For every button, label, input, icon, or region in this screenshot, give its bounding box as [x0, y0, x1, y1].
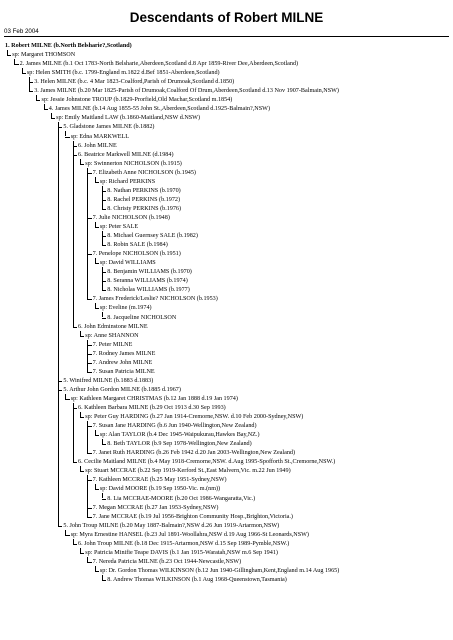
tree-branch: [102, 580, 106, 581]
tree-branch: [87, 517, 91, 518]
tree-branch: [80, 164, 84, 165]
person-entry: 8. Jacqueline NICHOLSON: [107, 314, 177, 321]
person-entry: 7. James Frederick/Leslie? NICHOLSON (b.1953): [92, 296, 218, 303]
tree-branch: [73, 146, 77, 147]
person-entry: 7. Penelope NICHOLSON (b.1951): [92, 251, 181, 258]
person-entry: 8. Beth TAYLOR (b.9 Sep 1978-Wellington,New Zealand): [107, 441, 252, 448]
spouse-entry: sp: Stuart MCCRAE (b.22 Sep 1919-Kerford St.,East Malvern,Vic. m.22 Jun 1949): [85, 468, 291, 475]
tree-branch: [87, 345, 91, 346]
spouse-entry: sp: Myra Ernestine HANSEL (b.23 Jul 1891-Woollahra,NSW d.19 Aug 1966-St Leonards,NSW): [70, 531, 309, 538]
tree-branch: [22, 73, 26, 74]
tree-branch: [95, 435, 99, 436]
tree-branch: [87, 363, 91, 364]
person-entry: 5. Winifred MILNE (b.1883 d.1883): [63, 377, 154, 384]
tree-connector: [87, 168, 88, 300]
tree-branch: [95, 308, 99, 309]
tree-branch: [65, 399, 69, 400]
tree-branch: [102, 200, 106, 201]
person-entry: 7. Jane MCCRAE (b.19 Jul 1956-Brighton Community Hosp.,Brighton,Victoria.): [92, 513, 293, 520]
person-entry: 7. Susan Jane HARDING (b.6 Jun 1940-Wellington,New Zealand): [92, 423, 257, 430]
tree-branch: [80, 417, 84, 418]
tree-branch: [95, 489, 99, 490]
person-entry: 8. Christy PERKINS (b.1976): [107, 205, 182, 212]
spouse-entry: sp: Swinnerton NICHOLSON (b.1915): [85, 160, 182, 167]
person-entry: 2. James MILNE (b.1 Oct 1783-North Belsharie,Aberdeen,Scotland d.8 Apr 1859-River Dee,Aberdeen,Scotland): [19, 61, 299, 68]
tree-branch: [29, 91, 33, 92]
person-entry: 1. Robert MILNE (b.North Belsharie?,Scotland): [5, 43, 132, 49]
tree-branch: [80, 471, 84, 472]
tree-branch: [102, 444, 106, 445]
person-entry: 8. Andrew Thomas WILKINSON (b.1 Aug 1968-Queenstown,Tasmania): [107, 576, 287, 583]
spouse-entry: sp: Margaret THOMSON: [12, 52, 76, 59]
person-entry: 5. John Troup MILNE (b.20 May 1887-Balmain?,NSW d.26 Jun 1919-Artarmon,NSW): [63, 522, 280, 529]
person-entry: 7. Kathleen MCCRAE (b.25 May 1951-Sydney,NSW): [92, 477, 227, 484]
person-entry: 7. Janet Ruth HARDING (b.26 Feb 1942 d.20 Jan 2003-Wellington,New Zealand): [92, 450, 296, 457]
person-entry: 6. Kathleen Barbara MILNE (b.29 Oct 1913 d.30 Sep 1993): [78, 405, 226, 411]
spouse-entry: sp: David MOORE (b.19 Sep 1950-Vic. m.(nm)): [99, 486, 221, 493]
tree-branch: [65, 137, 69, 138]
tree-branch: [29, 82, 33, 83]
person-entry: 7. Susan Patricia MILNE: [92, 368, 155, 375]
tree-connector: [102, 267, 103, 290]
tree-connector: [87, 475, 88, 516]
person-entry: 8. Nathan PERKINS (b.1970): [107, 187, 181, 194]
tree-branch: [87, 299, 91, 300]
tree-branch: [102, 245, 106, 246]
tree-branch: [87, 426, 91, 427]
person-entry: 6. Beatrice Markwell MILNE (d.1984): [78, 151, 174, 158]
spouse-entry: sp: Alan TAYLOR (b.4 Dec 1945-Waipukurau,Hawkes Bay,NZ.): [99, 432, 260, 439]
tree-branch: [87, 173, 91, 174]
person-entry: 7. Rodney James MILNE: [92, 350, 156, 357]
spouse-entry: sp: Jessie Johnstone TROUP (b.1829-Prorfield,Old Machar,Scotland m.1854): [41, 97, 233, 104]
spouse-entry: sp: Emily Maitland LAW (b.1860-Maitland,NSW d.NSW): [56, 115, 201, 122]
tree-branch: [73, 408, 77, 409]
tree-connector: [102, 231, 103, 245]
spouse-entry: sp: Edna MARKWELL: [70, 133, 130, 140]
tree-connector: [73, 141, 74, 327]
tree-branch: [87, 480, 91, 481]
spouse-entry: sp: Peter Guy HARDING (b.27 Jan 1914-Cremorne,NSW. d.10 Feb 2000-Sydney,NSW): [85, 414, 304, 421]
person-entry: 6. John Troup MILNE (b.18 Dec 1915-Artarmon,NSW d.15 Sep 1989-Pymble,NSW.): [78, 540, 290, 547]
tree-branch: [87, 453, 91, 454]
tree-branch: [95, 263, 99, 264]
tree-branch: [80, 553, 84, 554]
tree-branch: [58, 526, 62, 527]
person-entry: 7. Julie NICHOLSON (b.1948): [92, 214, 170, 221]
tree-branch: [87, 218, 91, 219]
tree-connector: [29, 77, 30, 91]
tree-branch: [58, 381, 62, 382]
person-entry: 4. James MILNE (b.14 Aug 1855-55 John St.,Aberdeen,Scotland d.1925-Balmain?,NSW): [48, 106, 270, 113]
report-title: Descendants of Robert MILNE: [129, 10, 324, 25]
person-entry: 8. Rachel PERKINS (b.1972): [107, 196, 181, 203]
spouse-entry: sp: Kathleen Margaret CHRISTMAS (b.12 Jan 1888 d.19 Jan 1974): [70, 395, 238, 402]
person-entry: 8. Seranna WILLIAMS (b.1974): [107, 278, 188, 285]
tree-branch: [102, 209, 106, 210]
person-entry: 8. Nicholas WILLIAMS (b.1977): [107, 287, 190, 294]
tree-branch: [58, 127, 62, 128]
spouse-entry: sp: Anne SHANNON: [85, 332, 139, 339]
tree-branch: [80, 336, 84, 337]
person-entry: 5. Arthur John Gordon MILNE (b.1885 d.1967): [63, 386, 181, 393]
person-entry: 8. Michael Guernsey SALE (b.1982): [107, 233, 198, 240]
tree-branch: [51, 118, 55, 119]
person-entry: 7. Megan MCCRAE (b.27 Jan 1953-Sydney,NSW): [92, 504, 219, 511]
tree-branch: [58, 390, 62, 391]
spouse-entry: sp: Eveline (m.1974): [99, 305, 152, 312]
person-entry: 3. James MILNE (b.20 Mar 1825-Parish of Drumoak,Coalford Of Drum,Aberdeen,Scotland d.13 Nov 1907-Balmain,NSW): [34, 88, 339, 95]
spouse-entry: sp: Peter SALE: [99, 224, 139, 230]
spouse-entry: sp: David WILLIAMS: [99, 260, 156, 267]
tree-branch: [102, 272, 106, 273]
person-entry: 8. Robin SALE (b.1984): [107, 242, 168, 249]
tree-branch: [102, 191, 106, 192]
person-entry: 3. Helen MILNE (b.c. 4 Mar 1823-Coalford,Parish of Drumoak,Scotland d.1850): [34, 79, 235, 86]
tree-branch: [44, 109, 48, 110]
person-entry: 7. Peter MILNE: [92, 341, 133, 348]
tree-branch: [73, 462, 77, 463]
spouse-entry: sp: Helen SMITH (b.c. 1799-England m.1822 d.Bef 1851-Aberdeen,Scotland): [26, 70, 220, 77]
tree-branch: [73, 544, 77, 545]
tree-connector: [102, 186, 103, 209]
person-entry: 8. Lia MCCRAE-MOORE (b.20 Oct 1986-Wangaratta,Vic.): [107, 495, 256, 502]
tree-branch: [36, 100, 40, 101]
tree-connector: [73, 403, 74, 462]
tree-branch: [102, 499, 106, 500]
tree-branch: [102, 281, 106, 282]
person-entry: 6. John MILNE: [78, 142, 117, 149]
tree-branch: [95, 227, 99, 228]
spouse-entry: sp: Dr. Gordon Thomas WILKINSON (b.12 Jun 1940-Gillingham,Kent,England m.14 Aug 1965): [99, 567, 340, 574]
tree-branch: [87, 562, 91, 563]
tree-branch: [7, 55, 11, 56]
tree-branch: [87, 372, 91, 373]
tree-connector: [58, 122, 59, 525]
tree-branch: [102, 318, 106, 319]
tree-branch: [95, 571, 99, 572]
person-entry: 6. John Edminstone MILNE: [78, 323, 148, 330]
person-entry: 5. Gladstone James MILNE (b.1882): [63, 124, 155, 131]
tree-branch: [73, 155, 77, 156]
person-entry: 8. Benjamin WILLIAMS (b.1970): [107, 269, 192, 276]
report-date: 03 Feb 2004: [4, 28, 39, 35]
tree-branch: [87, 508, 91, 509]
person-entry: 7. Andrew John MILNE: [92, 359, 153, 366]
tree-branch: [87, 254, 91, 255]
tree-branch: [73, 327, 77, 328]
tree-branch: [65, 535, 69, 536]
person-entry: 6. Cecilie Maitland MILNE (b.4 May 1918-Cremorne,NSW. d.Aug 1995-Spofforth St.,Cremorne,NSW.): [78, 459, 336, 466]
tree-branch: [14, 64, 18, 65]
spouse-entry: sp: Richard PERKINS: [99, 178, 156, 185]
tree-branch: [102, 290, 106, 291]
tree-branch: [102, 236, 106, 237]
spouse-entry: sp: Patricia Minifie Teape DAVIS (b.1 Jan 1915-Waratah,NSW m.6 Sep 1941): [85, 549, 278, 556]
person-entry: 7. Nereda Patricia MILNE (b.23 Oct 1944-Newcastle,NSW): [92, 558, 242, 565]
person-entry: 7. Elizabeth Anne NICHOLSON (b.1945): [92, 169, 196, 176]
tree-branch: [87, 354, 91, 355]
tree-branch: [95, 182, 99, 183]
